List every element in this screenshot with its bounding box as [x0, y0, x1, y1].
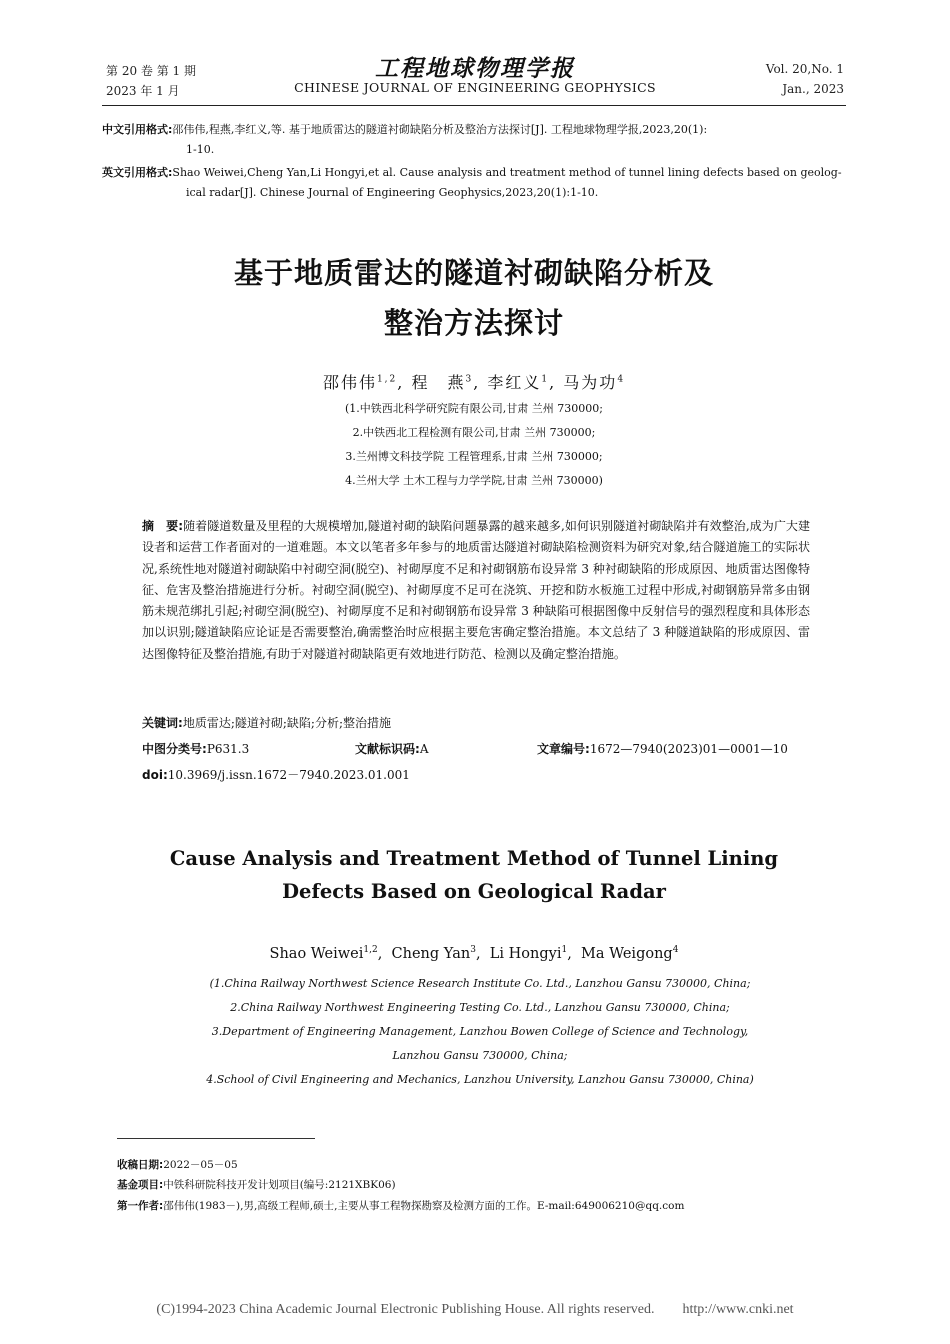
author-cn-sup: 1 [541, 374, 550, 385]
affiliation-en: 3.Department of Engineering Management, Lanzhou Bowen College of Science and Technology, [211, 1025, 749, 1038]
citation-cn [102, 120, 846, 160]
first-author [117, 1198, 837, 1213]
abstract-text: 随着隧道数量及里程的大规模增加,隧道衬砌的缺陷问题暴露的越来越多,如何识别隧道衬砌缺陷并有效整治,成为广大建设者和运营工作者面对的一道难题。本文以笔者多年参与的地质雷达隧道衬砌缺陷检测资料为研究对象,结合隧道施工的实际状况,系统性地对隧道衬砌缺陷中衬砌空洞(脱空)、衬砌厚度不足和衬砌钢筋布设异常 3 种衬砌缺陷的形成原因、地质雷达图像特征、危害及整治措施进行分析。衬砌空洞(脱空)、衬砌厚度不足可在浇筑、开挖和防水板施工过程中形成,衬砌钢筋异常多由钢筋未规范绑扎引起;衬砌空洞(脱空)、衬砌厚度不足和衬砌钢筋布设异常 3 种缺陷可根据图像中反射信号的强烈程度和具体形态加以识别;隧道缺陷应论证是否需要整治,确需整治时应根据主要危害确定整治措施。本文总结了 3 种隧道缺陷的形成原因、雷达图像特征及整治措施,有助于对隧道衬砌缺陷更有效地进行防范、检测以及确定整治措施。 [142, 519, 810, 661]
title-cn [102, 248, 846, 348]
doi [142, 766, 410, 783]
fund-label: 基金项目: [117, 1179, 164, 1191]
clc-label: 中图分类号: [142, 742, 207, 756]
affiliation-en: Lanzhou Gansu 730000, China; [392, 1049, 568, 1062]
affiliation-en: 2.China Railway Northwest Engineering Testing Co. Ltd., Lanzhou Gansu 730000, China; [230, 1001, 730, 1014]
authors-cn: 邵伟伟$^{1,2}$, 程 燕$^3$, 李红义$^1$, 马为功$^4$ [322, 373, 626, 392]
author-en: Shao Weiwei [269, 946, 364, 962]
date-en: Jan., 2023 [782, 82, 844, 96]
citation-en [102, 163, 846, 203]
author-cn: 马为功 [563, 373, 618, 392]
author-cn: 李红义 [487, 373, 542, 392]
title-en [102, 842, 846, 908]
authors-en: Shao Weiwei$^{1,2}$, Cheng Yan$^3$, Li Hongyi$^1$, Ma Weigong$^4$ [269, 945, 679, 962]
citation-cn-text: 邵伟伟,程燕,李红义,等. 基于地质雷达的隧道衬砌缺陷分析及整治方法探讨[J]. 工程地球物理学报,2023,20(1): [172, 123, 708, 136]
copyright-notice: (C)1994-2023 China Academic Journal Electronic Publishing House. All rights reserved. http://www.cnki.net [156, 1302, 794, 1317]
author-en: Ma Weigong [581, 946, 673, 962]
doi-label: doi: [142, 768, 168, 782]
affiliations-cn [102, 397, 846, 493]
citation-en-text-cont: ical radar[J]. Chinese Journal of Engineering Geophysics,2023,20(1):1-10. [186, 186, 599, 199]
affiliation-cn: 4.兰州大学 土木工程与力学学院,甘肃 兰州 730000) [345, 474, 603, 487]
volume-issue-en: Vol. 20,No. 1 [765, 62, 844, 76]
author-cn-sup: 3 [465, 374, 474, 385]
author-en-sup: 1 [561, 945, 568, 956]
journal-logo: 工程地球物理学报 [375, 56, 575, 82]
citation-cn-label: 中文引用格式: [102, 123, 173, 136]
header-rule [102, 105, 846, 106]
doi-value: 10.3969/j.issn.1672－7940.2023.01.001 [167, 768, 410, 782]
journal-name-en: CHINESE JOURNAL OF ENGINEERING GEOPHYSICS [294, 80, 656, 95]
keywords-text: 地质雷达;隧道衬砌;缺陷;分析;整治措施 [182, 716, 391, 730]
doc-code-label: 文献标识码: [355, 742, 420, 756]
volume-issue-cn: 第 20 卷 第 1 期 [106, 64, 196, 78]
affiliation-cn: 2.中铁西北工程检测有限公司,甘肃 兰州 730000; [352, 426, 596, 439]
title-en-line1: Cause Analysis and Treatment Method of Tunnel Lining [169, 847, 779, 870]
article-number-value: 1672—7940(2023)01—0001—10 [589, 742, 788, 756]
citation-en-label: 英文引用格式: [102, 166, 173, 179]
author-en: Cheng Yan [391, 946, 471, 962]
document-code [355, 740, 428, 757]
article-number-label: 文章编号: [537, 742, 590, 756]
author-en: Li Hongyi [489, 946, 562, 962]
article-number [537, 740, 788, 757]
received-label: 收稿日期: [117, 1159, 164, 1171]
author-cn-sup: 1,2 [376, 374, 398, 385]
author-en-sup: 4 [672, 945, 679, 956]
affiliation-en: (1.China Railway Northwest Science Research Institute Co. Ltd., Lanzhou Gansu 730000, China; [209, 977, 751, 990]
author-cn: 程 燕 [411, 373, 466, 392]
fund-value: 中铁科研院科技开发计划项目(编号:2121XBK06) [163, 1179, 396, 1191]
keywords [142, 714, 391, 731]
author-cn: 邵伟伟 [322, 373, 377, 392]
citation-cn-text-cont: 1-10. [186, 143, 215, 156]
abstract [142, 516, 810, 665]
clc-value: P631.3 [206, 742, 250, 756]
abstract-label: 摘 要: [142, 519, 183, 533]
affiliation-cn: 3.兰州博文科技学院 工程管理系,甘肃 兰州 730000; [345, 450, 603, 463]
first-author-value: 邵伟伟(1983－),男,高级工程师,硕士,主要从事工程物探勘察及检测方面的工作。E-mail:649006210@qq.com [163, 1200, 685, 1212]
keywords-label: 关键词: [142, 716, 183, 730]
received-value: 2022－05－05 [163, 1159, 238, 1171]
received-date [117, 1157, 837, 1172]
title-en-line2: Defects Based on Geological Radar [282, 880, 666, 903]
affiliation-cn: (1.中铁西北科学研究院有限公司,甘肃 兰州 730000; [345, 402, 603, 415]
title-cn-line2: 整治方法探讨 [383, 306, 564, 340]
date-cn: 2023 年 1 月 [106, 84, 180, 98]
fund-project [117, 1177, 837, 1192]
author-en-sup: 1,2 [363, 945, 378, 956]
author-cn-sup: 4 [617, 374, 626, 385]
clc-number [142, 740, 249, 757]
citation-en-text: Shao Weiwei,Cheng Yan,Li Hongyi,et al. Cause analysis and treatment method of tunnel lining defects based on geolog- [172, 166, 842, 179]
affiliations-en [140, 972, 820, 1092]
title-cn-line1: 基于地质雷达的隧道衬砌缺陷分析及 [233, 256, 714, 290]
affiliation-en: 4.School of Civil Engineering and Mechanics, Lanzhou University, Lanzhou Gansu 730000, China) [206, 1073, 754, 1086]
author-en-sup: 3 [470, 945, 476, 956]
doc-code-value: A [419, 742, 429, 756]
first-author-label: 第一作者: [117, 1200, 164, 1212]
footnote-rule [117, 1138, 315, 1139]
